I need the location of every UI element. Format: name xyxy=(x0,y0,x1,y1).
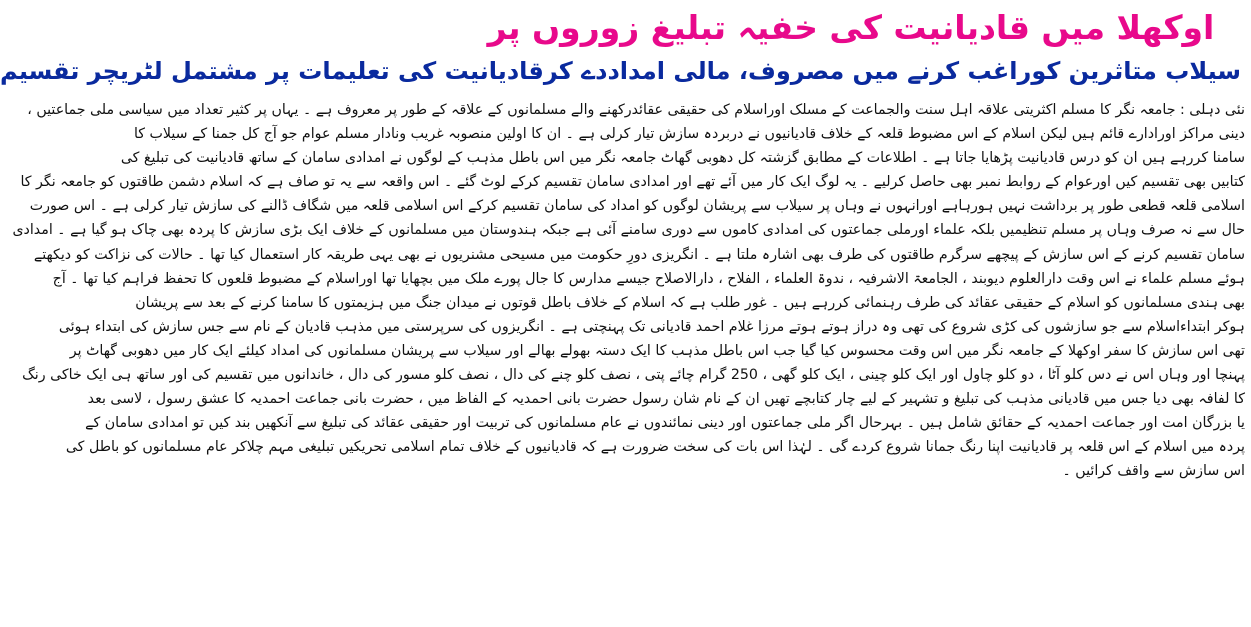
body-line: ہوئے مسلم علماء نے اس وقت دارالعلوم دیوبند ، الجامعۃ الاشرفیہ ، ندوۃ العلماء ، الفلاح ، دارالاصلاح جیسے مدارس کا جال پورے ملک میں بچھایا تھا اوراسلام کے مضبوط قلعوں کا تحفظ فراہم کیا تھا ۔ آج xyxy=(52,270,1245,287)
body-line: کا لفافہ بھی دیا جس میں قادیانی مذہب کی تبلیغ و تشہیر کے لیے چار کتابچے تھیں ان کے نام شان رسول حضرت بانی احمدیہ کے الفاظ میں ، حضرت بانی جماعت احمدیہ کا عشق رسول ، لاسی بعد xyxy=(87,391,1245,408)
body-line: پہنچا اور وہاں اس نے دس کلو آٹا ، دو کلو چاول اور ایک کلو چینی ، ایک کلو گھی ، 250 گرام چائے پتی ، نصف کلو چنے کی دال ، نصف کلو مسور کی دال ، خاندانوں میں تقسیم کی اور ساتھ ہی ایک خاکی رنگ xyxy=(22,367,1245,384)
body-line: پردہ میں اسلام کے اس قلعہ پر قادیانیت اپنا رنگ جمانا شروع کردے گی ۔ لہٰذا اس بات کی سخت ضرورت ہے کہ قادیانیوں کے خلاف تمام اسلامی تحریکیں تبلیغی مہم چلاکر عام مسلمانوں کو باطل کی xyxy=(65,439,1245,456)
body-line: سامنا کررہے ہیں ان کو درس قادیانیت پڑھایا جاتا ہے ۔ اطلاعات کے مطابق گزشتہ کل دھوبی گھاٹ جامعہ نگر میں اس باطل مذہب کے لوگوں نے امدادی سامان کے ساتھ قادیانیت کی تبلیغ کی xyxy=(120,150,1245,167)
body-line: نئی دہلی : جامعہ نگر کا مسلم اکثریتی علاقہ اہل سنت والجماعت کے مسلک اوراسلام کی حقیقی عقائدرکھنے والے مسلمانوں کے علاقہ کے طور پر معروف ہے ۔ یہاں پر کثیر تعداد میں سیاسی ملی جماعتیں ، xyxy=(27,102,1245,118)
subheadline: سیلاب متاثرین کوراغب کرنے میں مصروف، مالی امداددے کرقادیانیت کی تعلیمات پر مشتمل لٹریچر تقسیم xyxy=(0,57,1241,85)
body-line: تھی اس سازش کا سفر اوکھلا کے جامعہ نگر میں اس وقت محسوس کیا گیا جب اس باطل مذہب کا ایک دستہ بھولے بھالے اور سیلاب سے پریشان مسلمانوں کی امداد کیلئے ایک کار میں دھوبی گھاٹ پر xyxy=(69,342,1245,359)
body-line: کتابیں بھی تقسیم کیں اورعوام کے روابط نمبر بھی حاصل کرلیے ۔ یہ لوگ ایک کار میں آئے تھے اور امدادی سامان تقسیم کرکے لوٹ گئے ۔ اس واقعہ سے یہ تو صاف ہے کہ اسلام دشمن طاقتوں کو جامعہ نگر کا xyxy=(20,174,1245,191)
body-line: حال سے نہ صرف وہاں پر مسلم تنظیمیں بلکہ علماء اورملی جماعتوں کی امدادی کاموں سے دوری سامنے آئی ہے جبکہ ہندوستان میں مسلمانوں کے خلاف ایک بڑی سازش کا پردہ بھی چاک ہو گیا ہے ۔ امدادی xyxy=(12,222,1245,239)
body-line: ہوکر ابتداءاسلام سے جو سازشوں کی کڑی شروع کی تھی وہ دراز ہوتے ہوتے مرزا غلام احمد قادیانی تک پہنچتی ہے ۔ انگریزوں کی سرپرستی میں مذہب قادیان کے نام سے جس سازش کی ابتداء ہوئی xyxy=(58,318,1245,335)
body-line: سامان تقسیم کرنے کے اس سازش کے پیچھے سرگرم طاقتوں کی طرف بھی اشارہ ملتا ہے ۔ انگریزی دورِ حکومت میں مسیحی مشنریوں نے بھی یہی طریقہ کار استعمال کیا تھا ۔ حالات کی نزاکت کو دیکھتے xyxy=(33,246,1245,263)
body-line: دینی مراکز اورادارے قائم ہیں لیکن اسلام کے اس مضبوط قلعہ کے خلاف قادیانیوں نے دربردہ سازش تیار کرلی ہے ۔ ان کا اولین منصوبہ غریب ونادار مسلم عوام جو آج کل جمنا کے سیلاب کا xyxy=(133,126,1245,143)
body-line: بھی ہندی مسلمانوں کو اسلام کے حقیقی عقائد کی طرف رہنمائی کررہے ہیں ۔ غور طلب ہے کہ اسلام کے خلاف باطل قوتوں نے میدان جنگ میں ہزیمتوں کا سامنا کرنے کے بعد سے پریشان xyxy=(135,294,1245,311)
body-line: اسلامی قلعہ قطعی طور پر برداشت نہیں ہورہاہے اورانہوں نے وہاں پر سیلاب سے پریشان لوگوں کو امداد کی سامان تقسیم کرکے اس اسلامی قلعہ میں شگاف ڈالنے کی سازش تیار کرلی ہے ۔ اس صورت xyxy=(29,198,1245,215)
headline: اوکھلا میں قادیانیت کی خفیہ تبلیغ زوروں پر xyxy=(487,8,1215,47)
body-line: یا بزرگان امت اور جماعت احمدیہ کے حقائق شامل ہیں ۔ بہرحال اگر ملی جماعتوں اور دینی نمائندوں نے عام مسلمانوں کی تربیت اور حقیقی عقائد کی تبلیغ سے آنکھیں بند کیں تو امدادی سامان کے xyxy=(85,415,1245,432)
article-body xyxy=(12,98,1245,598)
body-line: اس سازش سے واقف کرائیں ۔ xyxy=(1062,463,1245,480)
